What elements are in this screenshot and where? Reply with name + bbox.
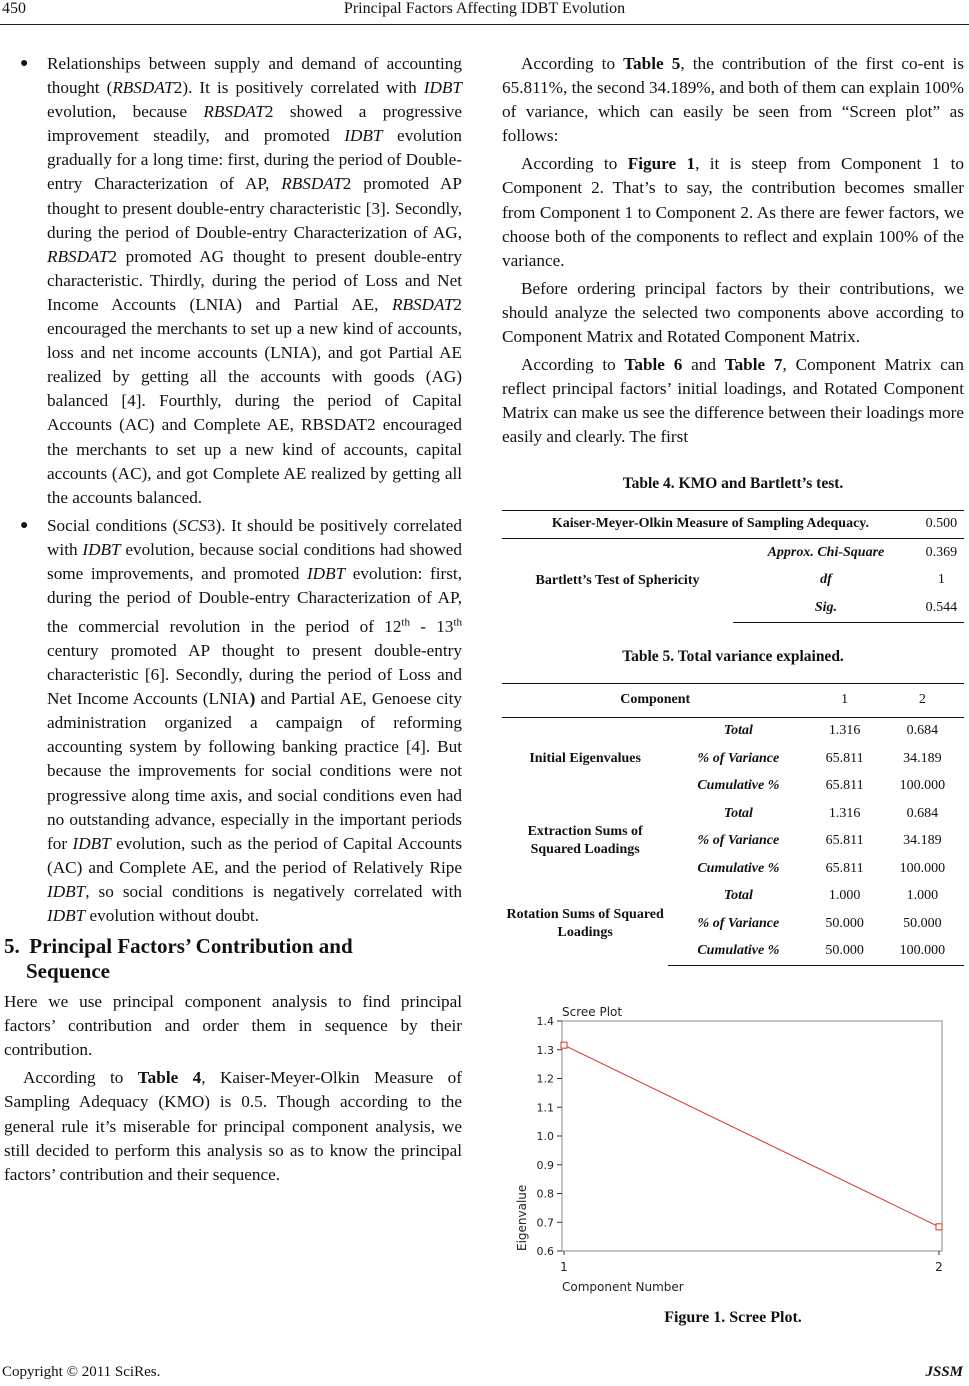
table-cell: 0.684 (906, 805, 939, 821)
y-tick-label: 1.2 (536, 1072, 554, 1086)
copyright: Copyright © 2011 SciRes. (2, 1364, 161, 1380)
table-cell: % of Variance (697, 915, 780, 931)
table-header-cell: 2 (881, 683, 964, 717)
journal-name: JSSM (925, 1364, 963, 1380)
table-cell: 1.316 (828, 723, 861, 739)
table-cell: Cumulative % (697, 860, 780, 876)
table-cell: 0.684 (906, 723, 939, 739)
x-tick-label: 2 (935, 1260, 943, 1275)
x-tick-label: 1 (560, 1260, 568, 1275)
data-point (561, 1042, 567, 1048)
table-cell: Total (723, 805, 753, 821)
table-cell: Sig. (733, 594, 919, 622)
y-tick-label: 0.8 (536, 1187, 554, 1201)
table-row (502, 883, 964, 911)
table-cell: 50.000 (825, 915, 864, 931)
section-title-line2: Sequence (26, 959, 110, 984)
table-row (502, 800, 964, 828)
figure-caption: Figure 1. Scree Plot. (664, 1309, 802, 1327)
table-cell: Total (723, 888, 753, 904)
table-cell: 65.811 (825, 833, 864, 849)
paragraph: According to Table 6 and Table 7, Component Matrix can reflect principal factors’ initial loadings, and Rotated Component Matrix can make us see the difference between their loadings more easily and clearly. The first (502, 355, 965, 447)
section-heading (4, 934, 462, 984)
y-tick-label: 0.9 (536, 1158, 554, 1172)
bartlett-label: Bartlett’s Test of Sphericity (535, 572, 700, 588)
section-number: 5. (4, 934, 20, 959)
table-cell: Approx. Chi-Square (767, 544, 885, 560)
running-title: Principal Factors Affecting IDBT Evolution (343, 0, 626, 17)
paragraph: Before ordering principal factors by their contributions, we should analyze the selected two components above according to Component Matrix and Rotated Component Matrix. (502, 278, 964, 347)
table-cell: df (820, 572, 832, 588)
paragraph: According to Figure 1, it is steep from Component 1 to Component 2. That’s to say, the contribution becomes smaller from Component 1 to Component 2. As there are fewer factors, we choose both of the components to reflect and explain 100% of the variance. (502, 154, 964, 270)
table-cell: 1.000 (828, 888, 861, 904)
table-row (502, 717, 964, 745)
table-cell: 0.544 (919, 594, 964, 622)
bullet-text: Social conditions (SCS3). It should be positively correlated with IDBT evolution, because social conditions had showed some improvements, and promoted IDBT evolution: first, during the period of Double-entry Characterization of AP, the commercial revolution in the period of 12th - 13th century promoted AP thought to present double-entry characteristic [6]. Secondly, during the period of Loss and Net Income Accounts (LNIA) and Partial AE, Genoese city administration organized a campaign of reforming accounting system by following banking practice [4]. But because the improvements for social conditions were not progressive along time axis, and social conditions even had no outstanding advance, especially in the important periods for IDBT evolution, such as the period of Capital Accounts (AC) and Complete AE, and the period of Relatively Ripe IDBT, so social conditions is negatively correlated with IDBT evolution without doubt. (47, 515, 463, 926)
y-tick-label: 0.6 (536, 1245, 554, 1259)
bullet-icon: ● (20, 517, 29, 533)
table-cell: 65.811 (825, 778, 864, 794)
table-cell: 65.811 (825, 860, 864, 876)
table-cell: 1.000 (906, 888, 939, 904)
table4-caption: Table 4. KMO and Bartlett’s test. (622, 474, 844, 492)
table-cell: Cumulative % (697, 778, 780, 794)
y-tick-label: 1.0 (536, 1130, 554, 1144)
y-tick-label: 1.3 (536, 1043, 554, 1057)
bullet-text: Relationships between supply and demand of accounting thought (RBSDAT2). It is positively correlated with IDBT evolution, because RBSDAT2 showed a progressive improvement steadily, and promoted IDBT evolution gradually for a long time: first, during the period of Double-entry Characterization of AP, RBSDAT2 promoted AP thought to present double-entry characteristic [3]. Secondly, during the period of Double-entry Characterization of AG, RBSDAT2 promoted AG thought to present double-entry characteristic. Thirdly, during the period of Loss and Net Income Accounts (LNIA) and Partial AE, RBSDAT2 encouraged the merchants to set up a new kind of accounts, loss and net income accounts (LNIA), and got Partial AE realized by getting all the accounts with goods (AG) balanced [4]. Fourthly, during the period of Capital Accounts (AC) and Complete AE, RBSDAT2 encouraged the merchants to set up a new kind of accounts, capital accounts (AC), and got Complete AE realized by getting all the accounts balanced. (47, 54, 462, 507)
header-rule (0, 24, 969, 25)
table-cell: Cumulative % (668, 938, 808, 966)
bullet-item-scs (20, 514, 463, 928)
table4 (502, 510, 964, 623)
table-cell: % of Variance (697, 750, 780, 766)
table-cell: % of Variance (697, 833, 780, 849)
bullet-item-rbsdat (20, 52, 462, 510)
kmo-value: 0.500 (919, 510, 964, 539)
table-cell: 100.000 (881, 938, 964, 966)
table-cell: 1 (937, 572, 945, 588)
row-group-label: Extraction Sums of Squared Loadings (527, 824, 643, 858)
table-header-cell: Component (502, 683, 808, 717)
page-header (0, 0, 969, 28)
table-cell: 1.316 (828, 805, 861, 821)
y-tick-label: 1.4 (536, 1015, 554, 1029)
y-tick-label: 1.1 (536, 1101, 554, 1115)
table-cell: 100.000 (899, 860, 946, 876)
table-cell: 34.189 (903, 750, 942, 766)
table-cell: 34.189 (903, 833, 942, 849)
table5 (502, 683, 964, 967)
scree-plot-figure (512, 996, 952, 1296)
table-cell: 0.369 (925, 544, 958, 560)
y-axis-label: Eigenvalue (515, 1184, 529, 1252)
table-cell: 65.811 (825, 750, 864, 766)
table-cell: Total (723, 723, 753, 739)
scree-plot-chart (512, 996, 952, 1296)
x-axis-label: Component Number (562, 1280, 684, 1295)
chart-title: Scree Plot (562, 1005, 623, 1020)
y-tick-label: 0.7 (536, 1216, 554, 1230)
table-cell: 50.000 (808, 938, 880, 966)
table-header-cell: 1 (808, 683, 880, 717)
left-column (4, 52, 462, 1191)
paragraph: According to Table 4, Kaiser-Meyer-Olkin Measure of Sampling Adequacy (KMO) is 0.5. Though according to the general rule it’s miserable for principal component analysis, we still decided to perform this analysis so as to know the principal factors’ contribution and their sequence. (4, 1068, 462, 1184)
paragraph: Here we use principal component analysis to find principal factors’ contribution and order them in sequence by their contribution. (4, 992, 462, 1060)
data-point (936, 1224, 942, 1230)
right-column (502, 52, 964, 1330)
page-number: 450 (2, 0, 26, 17)
table5-body (502, 717, 964, 966)
kmo-label: Kaiser-Meyer-Olkin Measure of Sampling Adequacy. (502, 510, 919, 539)
row-group-label: Initial Eigenvalues (529, 750, 641, 766)
table-cell: 100.000 (899, 778, 946, 794)
bullet-icon: ● (20, 56, 29, 71)
table-cell: 50.000 (903, 915, 942, 931)
paragraph: According to Table 5, the contribution of the first co-ent is 65.811%, the second 34.189%, and both of them can explain 100% of variance, which can easily be seen from “Screen plot” as follows: (502, 54, 964, 146)
row-group-label: Rotation Sums of Squared Loadings (506, 907, 664, 941)
page-footer (2, 1364, 967, 1381)
section-title-line1: Principal Factors’ Contribution and (29, 934, 353, 959)
table5-caption: Table 5. Total variance explained. (622, 647, 844, 665)
